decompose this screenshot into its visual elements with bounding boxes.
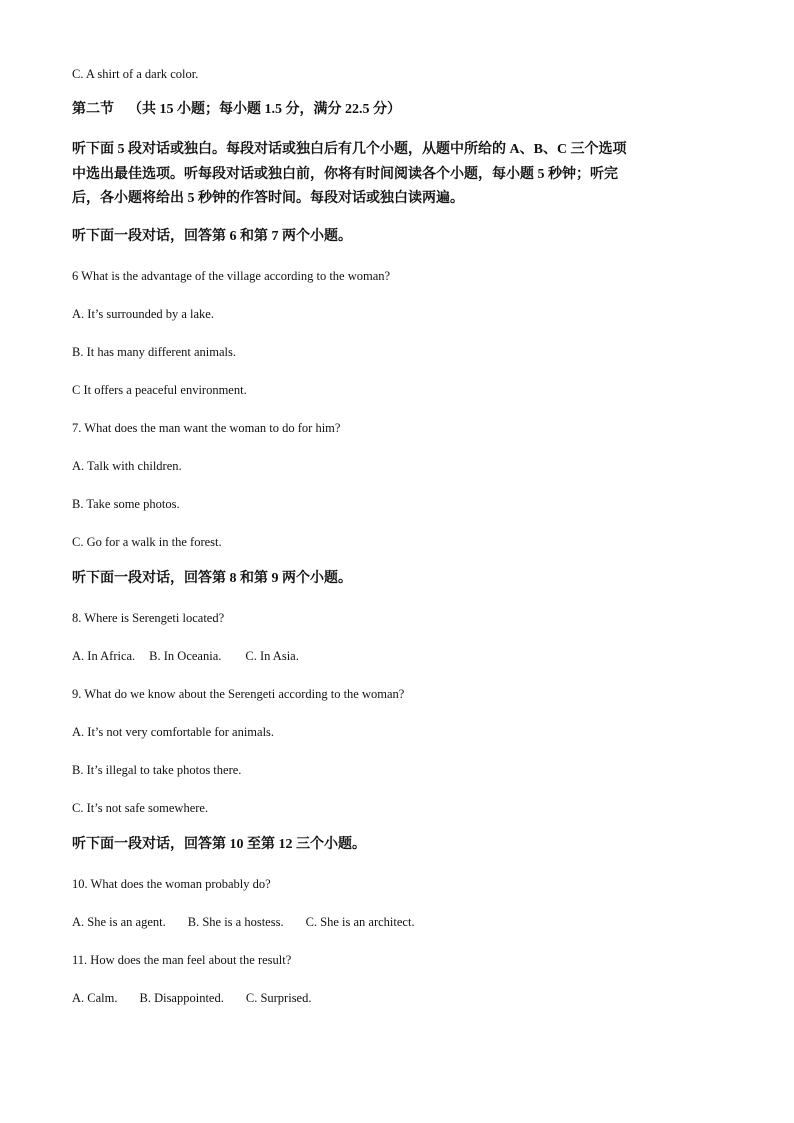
instruction-line-1: 听下面 5 段对话或独白。每段对话或独白后有几个小题，从题中所给的 A、B、C 三个选项	[72, 142, 627, 157]
question-11-option-a: A. Calm.	[72, 991, 118, 1005]
question-7-option-b: B. Take some photos.	[72, 497, 180, 511]
question-11-option-b: B. Disappointed.	[139, 991, 224, 1005]
question-9-option-c: C. It’s not safe somewhere.	[72, 801, 209, 815]
question-8-option-b: B. In Oceania.	[149, 649, 222, 663]
question-10-stem: 10. What does the woman probably do?	[72, 877, 271, 891]
question-8-option-c: C. In Asia.	[245, 649, 299, 663]
question-7-option-a: A. Talk with children.	[72, 459, 182, 473]
question-10-option-a: A. She is an agent.	[72, 915, 166, 929]
question-6-option-b: B. It has many different animals.	[72, 345, 236, 359]
question-9-stem: 9. What do we know about the Serengeti according to the woman?	[72, 687, 405, 701]
section-info: （共 15 小题；每小题 1.5 分，满分 22.5 分）	[128, 102, 401, 117]
question-10-options	[72, 914, 415, 930]
section-header	[72, 101, 401, 119]
instruction-line-3: 后，各小题将给出 5 秒钟的作答时间。每段对话或独白读两遍。	[72, 191, 464, 206]
question-6-option-c: C It offers a peaceful environment.	[72, 383, 247, 397]
q5-option-c: C. A shirt of a dark color.	[72, 67, 199, 81]
question-6-stem: 6 What is the advantage of the village according to the woman?	[72, 269, 391, 283]
question-8-option-a: A. In Africa.	[72, 649, 136, 663]
question-7-stem: 7. What does the man want the woman to do for him?	[72, 421, 341, 435]
question-11-options	[72, 990, 311, 1006]
section-title: 第二节	[72, 102, 114, 117]
group-heading-8-9: 听下面一段对话，回答第 8 和第 9 两个小题。	[72, 571, 352, 586]
question-10-option-c: C. She is an architect.	[305, 915, 415, 929]
question-11-option-c: C. Surprised.	[245, 991, 312, 1005]
question-8-options	[72, 648, 299, 664]
question-10-option-b: B. She is a hostess.	[187, 915, 284, 929]
question-6-option-a: A. It’s surrounded by a lake.	[72, 307, 214, 321]
question-9-option-b: B. It’s illegal to take photos there.	[72, 763, 242, 777]
group-heading-10-12: 听下面一段对话，回答第 10 至第 12 三个小题。	[72, 837, 366, 852]
question-11-stem: 11. How does the man feel about the result?	[72, 953, 292, 967]
group-heading-6-7: 听下面一段对话，回答第 6 和第 7 两个小题。	[72, 229, 352, 244]
question-7-option-c: C. Go for a walk in the forest.	[72, 535, 222, 549]
question-9-option-a: A. It’s not very comfortable for animals.	[72, 725, 275, 739]
question-8-stem: 8. Where is Serengeti located?	[72, 611, 225, 625]
instruction-line-2: 中选出最佳选项。听每段对话或独白前，你将有时间阅读各个小题，每小题 5 秒钟；听完	[72, 167, 618, 182]
